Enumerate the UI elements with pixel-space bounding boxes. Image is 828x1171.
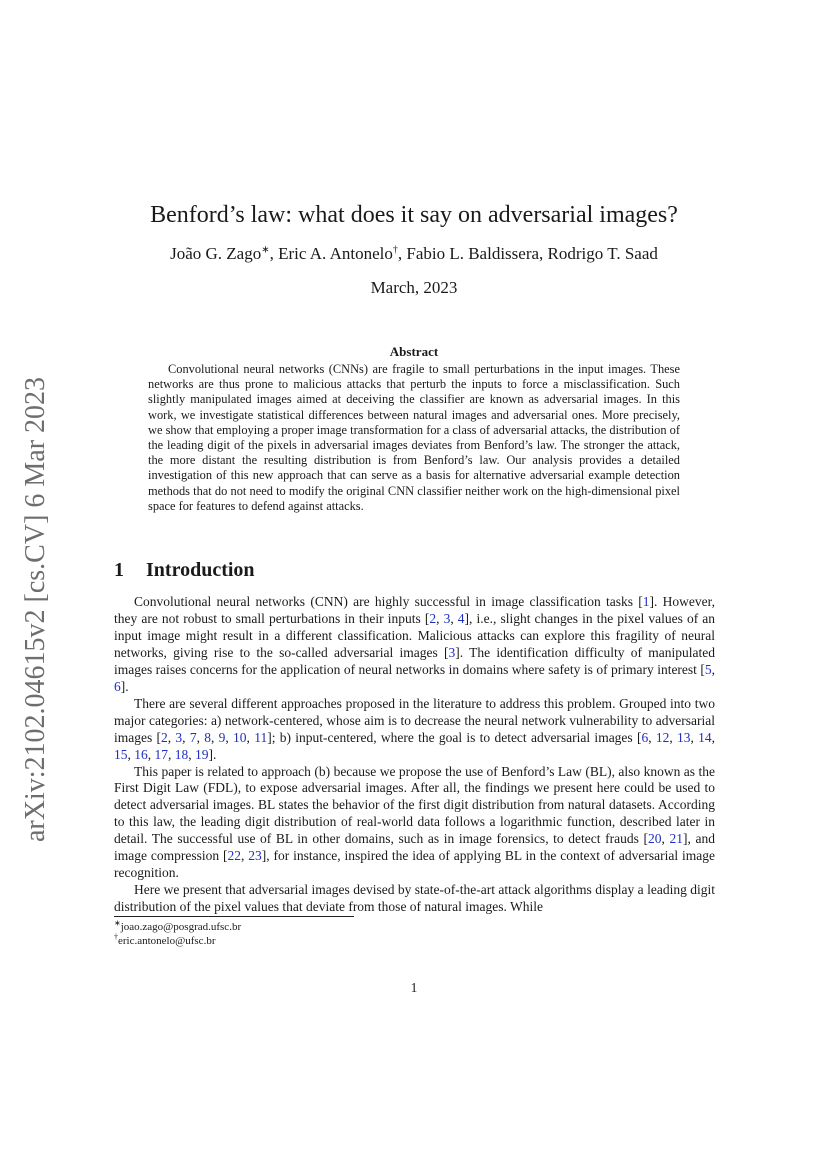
footnote-rule bbox=[114, 916, 354, 917]
footnote bbox=[114, 920, 514, 934]
author-separator: , bbox=[397, 244, 407, 263]
paragraph-text: , bbox=[690, 729, 699, 745]
author-separator: , bbox=[269, 244, 279, 263]
paragraph-text: , bbox=[196, 729, 205, 745]
paragraph-text: ]. The identification difficulty of manipulated images raises concerns for the application of neural networks in domains where safety is of primary interest [ bbox=[114, 644, 716, 677]
paragraph-text: , bbox=[450, 610, 458, 626]
citation-link[interactable]: 10 bbox=[233, 729, 247, 745]
citation-link[interactable]: 3 bbox=[443, 610, 451, 626]
citation-link[interactable]: 2 bbox=[429, 610, 437, 626]
section-heading bbox=[114, 557, 255, 583]
citation-link[interactable]: 11 bbox=[254, 729, 268, 745]
paragraph-text: , bbox=[225, 729, 234, 745]
paragraph-text: , bbox=[240, 848, 249, 864]
section-number: 1 bbox=[114, 559, 124, 581]
abstract-heading: Abstract bbox=[389, 344, 439, 359]
citation-link[interactable]: 21 bbox=[669, 831, 683, 847]
paragraph-text: ], and image compression [ bbox=[114, 831, 715, 864]
arxiv-identifier: arXiv:2102.04615v2 [cs.CV] 6 Mar 2023 bbox=[20, 376, 51, 842]
footnote-marker: ∗ bbox=[114, 918, 121, 928]
paragraph-text: , bbox=[648, 729, 656, 745]
paragraph-text: ]. bbox=[208, 746, 217, 762]
citation-link[interactable]: 23 bbox=[248, 848, 262, 864]
citation-link[interactable]: 2 bbox=[161, 729, 168, 745]
section-title: Introduction bbox=[146, 559, 255, 581]
paragraph-text: , bbox=[711, 661, 715, 677]
citation-link[interactable]: 20 bbox=[648, 831, 662, 847]
citation-link[interactable]: 3 bbox=[448, 644, 456, 660]
author-list bbox=[0, 243, 828, 265]
citation-link[interactable]: 8 bbox=[204, 729, 211, 745]
citation-link[interactable]: 13 bbox=[677, 729, 691, 745]
paragraph-text: , bbox=[246, 729, 255, 745]
paragraph-text: , bbox=[168, 746, 175, 762]
paragraph-text: ], i.e., slight changes in the pixel values of an input image might result in a different classification. Malicious attacks can explore this fragility of neural networks, giving rise to the so-called adversarial images [ bbox=[114, 610, 716, 660]
citation-link[interactable]: 6 bbox=[641, 729, 649, 745]
page-number: 1 bbox=[410, 980, 418, 995]
footnote-email: joao.zago@posgrad.ufsc.br bbox=[120, 921, 242, 933]
citation-link[interactable]: 9 bbox=[218, 729, 226, 745]
body-paragraph bbox=[114, 764, 715, 883]
abstract-text: Convolutional neural networks (CNNs) are fragile to small perturbations in the input images. These networks are thus prone to malicious attacks that perturb the inputs to force a misclassification. Such slightly manipulated images aimed at deceiving the classifier are known as adversarial images. In this work, we investigate statistical differences between natural images and adversarial ones. More precisely, we show that employing a proper image transformation for a class of adversarial attacks, the distribution of the leading digit of the pixels in adversarial images deviates from Benford’s law. The stronger the attack, the more distant the resulting distribution is from Benford’s law. Our analysis provides a detailed investigation of this new approach that can serve as a basis for alternative adversarial example detection methods that do not need to modify the original CNN classifier neither work on the high-dimensional pixel space for features to defend against attacks. bbox=[148, 362, 680, 513]
citation-link[interactable]: 6 bbox=[114, 678, 121, 694]
body-paragraph bbox=[114, 594, 715, 696]
citation-link[interactable]: 7 bbox=[189, 729, 197, 745]
paragraph-text: , bbox=[182, 729, 190, 745]
citation-link[interactable]: 4 bbox=[457, 610, 465, 626]
citation-link[interactable]: 12 bbox=[655, 729, 670, 745]
citation-link[interactable]: 1 bbox=[642, 594, 650, 609]
paragraph-text: , bbox=[436, 610, 444, 626]
paragraph-text: , bbox=[661, 831, 670, 847]
paragraph-text: , bbox=[167, 729, 176, 745]
paragraph-text: Convolutional neural networks (CNN) are highly successful in image classification tasks [ bbox=[134, 594, 643, 609]
citation-link[interactable]: 18 bbox=[174, 746, 189, 762]
footnote bbox=[114, 934, 514, 948]
citation-link[interactable]: 22 bbox=[227, 848, 241, 864]
paragraph-text: , bbox=[669, 729, 678, 745]
paragraph-text: ]. However, they are not robust to small perturbations in their inputs [ bbox=[114, 594, 715, 626]
footnotes bbox=[114, 920, 514, 948]
paragraph-text: ], for instance, inspired the idea of applying BL in the context of adversarial image recognition. bbox=[114, 848, 715, 881]
paragraph-text: There are several different approaches proposed in the literature to address this problem. Grouped into two major categories: a) network-centered, whose aim is to decrease the neural network vulnerability to adversarial images [ bbox=[114, 695, 715, 745]
author-name: João G. Zago bbox=[170, 244, 262, 263]
author-name: Rodrigo T. Saad bbox=[547, 244, 658, 263]
citation-link[interactable]: 3 bbox=[175, 729, 183, 745]
paragraph-text: , bbox=[188, 746, 195, 762]
footnote-marker: † bbox=[114, 932, 118, 942]
paragraph-text: ]; b) input-centered, where the goal is to detect adversarial images [ bbox=[267, 729, 642, 745]
paragraph-text: Here we present that adversarial images devised by state-of-the-art attack algorithms display a leading digit distribution of the pixel values that deviate from those of natural images. While bbox=[114, 882, 715, 915]
author-name: Eric A. Antonelo bbox=[278, 244, 393, 263]
paragraph-text: , bbox=[147, 746, 155, 762]
paragraph-text: ]. bbox=[120, 678, 129, 694]
body-paragraph bbox=[114, 882, 715, 916]
footnote-email: eric.antonelo@ufsc.br bbox=[118, 935, 216, 947]
citation-link[interactable]: 14 bbox=[698, 729, 712, 745]
paragraph-text: , bbox=[711, 729, 716, 745]
citation-link[interactable]: 17 bbox=[154, 746, 168, 762]
paragraph-text: , bbox=[210, 729, 219, 745]
footnote-marker: † bbox=[392, 244, 398, 256]
paragraph-text: This paper is related to approach (b) because we propose the use of Benford’s Law (BL), also known as the First Digit Law (FDL), to expose adversarial images. After all, the findings we present here could be used to detect adversarial images. BL states the behavior of the first digit distribution from natural datasets. According to this law, the leading digit distribution of real-world data follows a logarithmic function, described later in detail. The successful use of BL in other domains, such as in image forensics, to detect frauds [ bbox=[114, 763, 715, 847]
author-separator: , bbox=[539, 244, 548, 263]
citation-link[interactable]: 15 bbox=[114, 746, 128, 762]
body-paragraph bbox=[114, 696, 715, 764]
author-name: Fabio L. Baldissera bbox=[406, 244, 540, 263]
citation-link[interactable]: 19 bbox=[195, 746, 209, 762]
body-text bbox=[114, 594, 715, 916]
citation-link[interactable]: 16 bbox=[134, 746, 148, 762]
paragraph-text: , bbox=[127, 746, 135, 762]
footnote-marker: ∗ bbox=[261, 244, 270, 256]
paper-title: Benford’s law: what does it say on adversarial images? bbox=[150, 202, 678, 228]
citation-link[interactable]: 5 bbox=[704, 661, 712, 677]
publication-date: March, 2023 bbox=[370, 278, 458, 297]
